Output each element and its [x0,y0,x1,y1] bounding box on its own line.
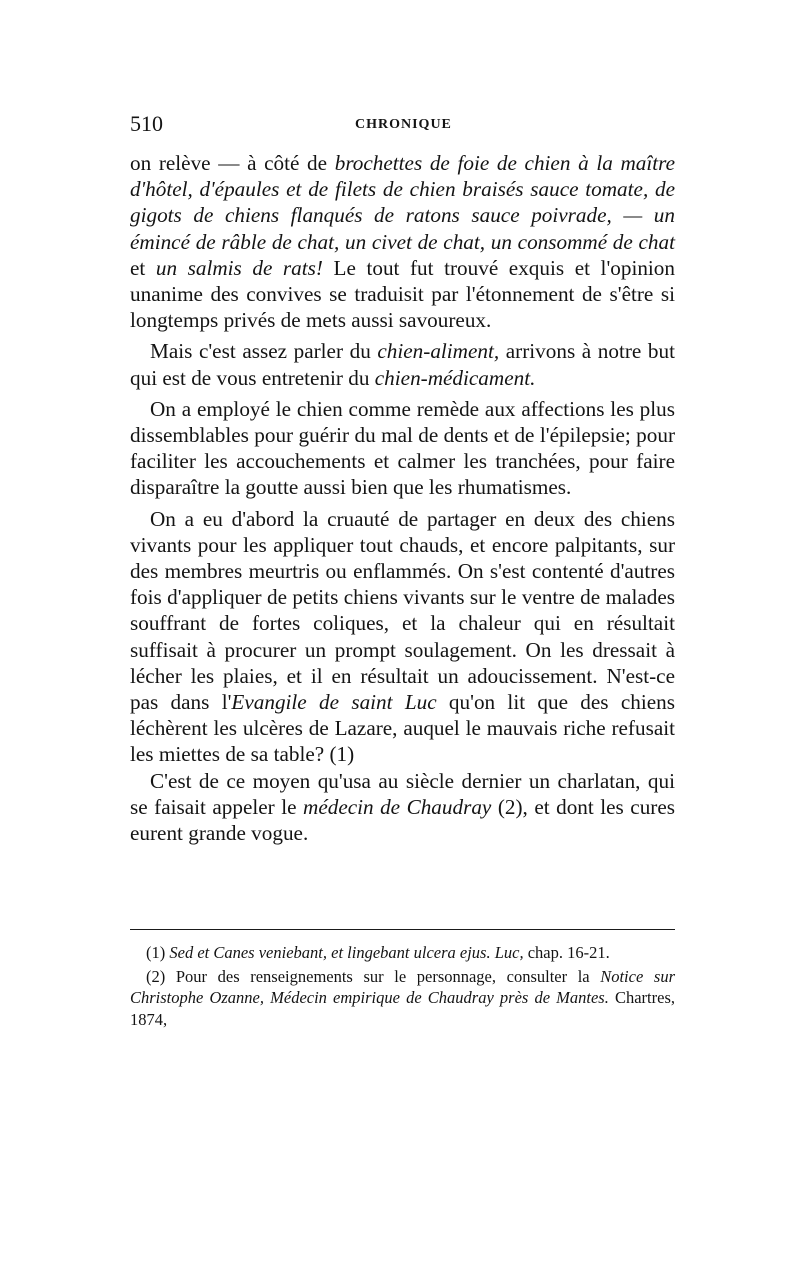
paragraph-4-text-a: On a eu d'abord la cruauté de partager en deux des chiens vivants pour les appliquer tout chauds, et encore palpitants, sur des membres meurtris ou enflammés. On s'est contenté d'autres fois d'appliquer de petits chiens vivants sur le ventre de malades souffrant de fortes coliques, et la chaleur qui en résultait suffisait à procurer un prompt soulagement. On les dressait à lécher les plaies, et il en résultait un adoucissement. N'est-ce pas dans l' [130,506,675,715]
paragraph-1-italic-a: brochettes de foie de chien à la maître d'hôtel, d'épaules et de filets de chien braisés sauce tomate, de gigots de chiens flanqués de ratons sauce poivrade, — un émincé de râble de chat, un civet de chat, un consommé de chat [130,151,675,254]
page-number: 510 [130,111,163,136]
footnote-1 [130,942,675,964]
body-text [130,150,675,846]
paragraph-4-italic-a: Evangile de saint Luc [231,690,437,715]
footnote-2-text-a: (2) Pour des renseignements sur le personnage, consulter la [146,966,601,986]
paragraph-5-italic-a: médecin de Chaudray [303,794,492,819]
paragraph-2-italic-a: chien-aliment, [377,339,500,364]
paragraph-2-text-a: Mais c'est assez parler du [150,339,378,364]
footnote-2-text-b: Chartres, 1874, [130,988,675,1029]
running-head: CHRONIQUE [355,117,452,132]
footnote-2 [130,966,675,1031]
footnote-1-text-b: chap. 16-21. [523,943,610,962]
paragraph-5 [130,768,675,847]
paragraph-2-text-b: arrivons à notre but qui est de vous entretenir du [130,339,675,390]
paragraph-3: On a employé le chien comme remède aux affections les plus dissemblables pour guérir du mal de dents et de l'épilepsie; pour faciliter les accouchements et calmer les tranchées, pour faire disparaître la goutte aussi bien que les rhumatismes. [130,396,675,500]
footnotes [130,942,675,1032]
paragraph-1 [130,150,675,333]
paragraph-5-text-a: C'est de ce moyen qu'usa au siècle dernier un charlatan, qui se faisait appeler le [130,768,675,819]
paragraph-4 [130,506,675,768]
paragraph-1-italic-b: un salmis de rats! [155,255,323,280]
footnote-1-italic: Sed et Canes veniebant, et lingebant ulcera ejus. Luc, [169,943,524,962]
paragraph-4-text-b: qu'on lit que des chiens léchèrent les ulcères de Lazare, auquel le mauvais riche refusait les miettes de sa table? (1) [130,690,675,767]
footnote-divider [130,929,675,930]
footnote-1-text-a: (1) [146,943,170,962]
footnote-2-italic: Notice sur Christophe Ozanne, Médecin empirique de Chaudray près de Mantes. [130,966,675,1007]
paragraph-2-italic-b: chien-médicament. [374,365,536,390]
paragraph-1-text-a: on relève — à côté de [130,151,335,175]
paragraph-1-text-c: Le tout fut trouvé exquis et l'opinion unanime des convives se traduisit par l'étonnement de s'être si longtemps privés de mets aussi savoureux. [130,255,675,333]
paragraph-1-text-b: et [130,255,156,280]
paragraph-5-text-b: (2), et dont les cures eurent grande vogue. [130,794,675,846]
page-header [130,111,675,141]
paragraph-2 [130,338,675,390]
